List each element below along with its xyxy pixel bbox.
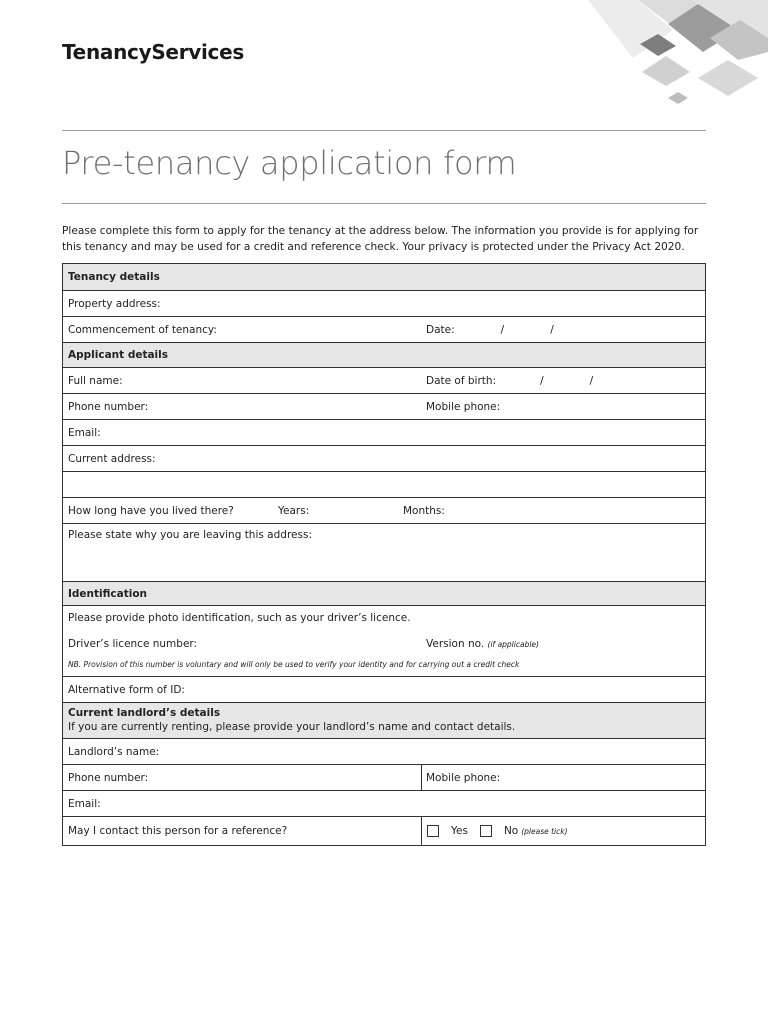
- dob-label: Date of birth:: [426, 374, 497, 387]
- yes-label: Yes: [451, 825, 468, 837]
- date-separator: /: [589, 374, 594, 387]
- full-name-field[interactable]: [68, 368, 123, 393]
- property-address-field[interactable]: [63, 291, 705, 317]
- landlord-name-field[interactable]: [63, 739, 705, 765]
- full-name-label: Full name:: [68, 374, 123, 387]
- date-separator: /: [540, 374, 544, 387]
- page-title: Pre-tenancy application form: [62, 144, 517, 182]
- no-checkbox[interactable]: [480, 825, 492, 837]
- landlord-mobile-label: Mobile phone:: [426, 771, 501, 784]
- landlord-subheader: If you are currently renting, please provide your landlord’s name and contact details.: [68, 721, 516, 733]
- current-address-field[interactable]: [63, 446, 705, 472]
- licence-number-label: Driver’s licence number:: [68, 638, 198, 650]
- landlord-phone-row: [63, 765, 705, 791]
- duration-row: [63, 498, 705, 524]
- date-label: Date:: [426, 323, 455, 336]
- mobile-label: Mobile phone:: [426, 400, 501, 413]
- licence-number-field[interactable]: [68, 638, 197, 650]
- current-address-label: Current address:: [68, 452, 156, 465]
- commencement-label: Commencement of tenancy:: [68, 323, 217, 336]
- section-header-tenancy: [63, 264, 705, 291]
- application-form: [62, 263, 706, 846]
- tenancy-header-label: Tenancy details: [68, 271, 160, 283]
- phone-row: [63, 394, 705, 420]
- phone-label: Phone number:: [68, 400, 149, 413]
- logo-services: Services: [151, 40, 244, 64]
- alternative-id-field[interactable]: [63, 677, 705, 703]
- section-header-landlord: [63, 703, 705, 739]
- reference-question-label: May I contact this person for a reference?: [68, 825, 288, 837]
- licence-privacy-note: NB. Provision of this number is voluntary and will only be used to verify your identity and for carrying out a credit check: [68, 660, 520, 669]
- reference-contact-row: [63, 817, 705, 845]
- identification-header-label: Identification: [68, 587, 148, 600]
- licence-block: [63, 606, 705, 677]
- column-divider: [421, 765, 422, 790]
- version-label: Version no.: [426, 638, 485, 650]
- phone-field[interactable]: [68, 394, 148, 419]
- email-field[interactable]: [63, 420, 705, 446]
- years-label: Years:: [278, 504, 310, 517]
- section-header-applicant: [63, 343, 705, 368]
- landlord-header-label: Current landlord’s details: [68, 707, 221, 719]
- full-name-row: [63, 368, 705, 394]
- dob-field[interactable]: [426, 368, 593, 393]
- mobile-field[interactable]: [426, 394, 500, 419]
- commencement-row: [63, 317, 705, 343]
- commencement-date-field[interactable]: [426, 317, 554, 342]
- please-tick-note: (please tick): [521, 826, 568, 836]
- date-separator: /: [550, 323, 554, 336]
- title-divider: [62, 203, 706, 204]
- months-label: Months:: [403, 504, 445, 517]
- photo-id-instruction: Please provide photo identification, such as your driver’s licence.: [68, 612, 411, 624]
- decorative-diamonds: [578, 0, 768, 110]
- applicant-header-label: Applicant details: [68, 349, 169, 361]
- landlord-email-label: Email:: [68, 797, 101, 810]
- version-field[interactable]: [426, 638, 539, 650]
- landlord-phone-field[interactable]: [68, 765, 148, 790]
- leaving-reason-field[interactable]: [63, 524, 705, 582]
- tenancy-services-logo: [62, 40, 244, 64]
- alternative-id-label: Alternative form of ID:: [68, 683, 185, 696]
- landlord-email-field[interactable]: [63, 791, 705, 817]
- how-long-label: How long have you lived there?: [68, 504, 234, 517]
- yes-checkbox[interactable]: [427, 825, 439, 837]
- logo-tenancy: Tenancy: [62, 40, 152, 64]
- email-label: Email:: [68, 426, 101, 439]
- years-field[interactable]: [278, 498, 309, 523]
- landlord-phone-label: Phone number:: [68, 771, 149, 784]
- column-divider: [421, 817, 422, 845]
- current-address-continued-field[interactable]: [63, 472, 705, 498]
- property-address-label: Property address:: [68, 297, 161, 310]
- landlord-name-label: Landlord’s name:: [68, 745, 160, 758]
- no-label: No: [503, 825, 519, 837]
- intro-text: Please complete this form to apply for the tenancy at the address below. The information you provide is for applying for this tenancy and may be used for a credit and reference check. Your privacy is protected under the Privacy Act 2020.: [62, 225, 699, 253]
- date-separator: /: [500, 323, 505, 336]
- if-applicable-note: (if applicable): [487, 640, 539, 649]
- landlord-mobile-field[interactable]: [426, 765, 500, 790]
- months-field[interactable]: [403, 498, 445, 523]
- top-divider: [62, 130, 706, 131]
- section-header-identification: [63, 582, 705, 606]
- leaving-reason-label: Please state why you are leaving this address:: [68, 529, 312, 541]
